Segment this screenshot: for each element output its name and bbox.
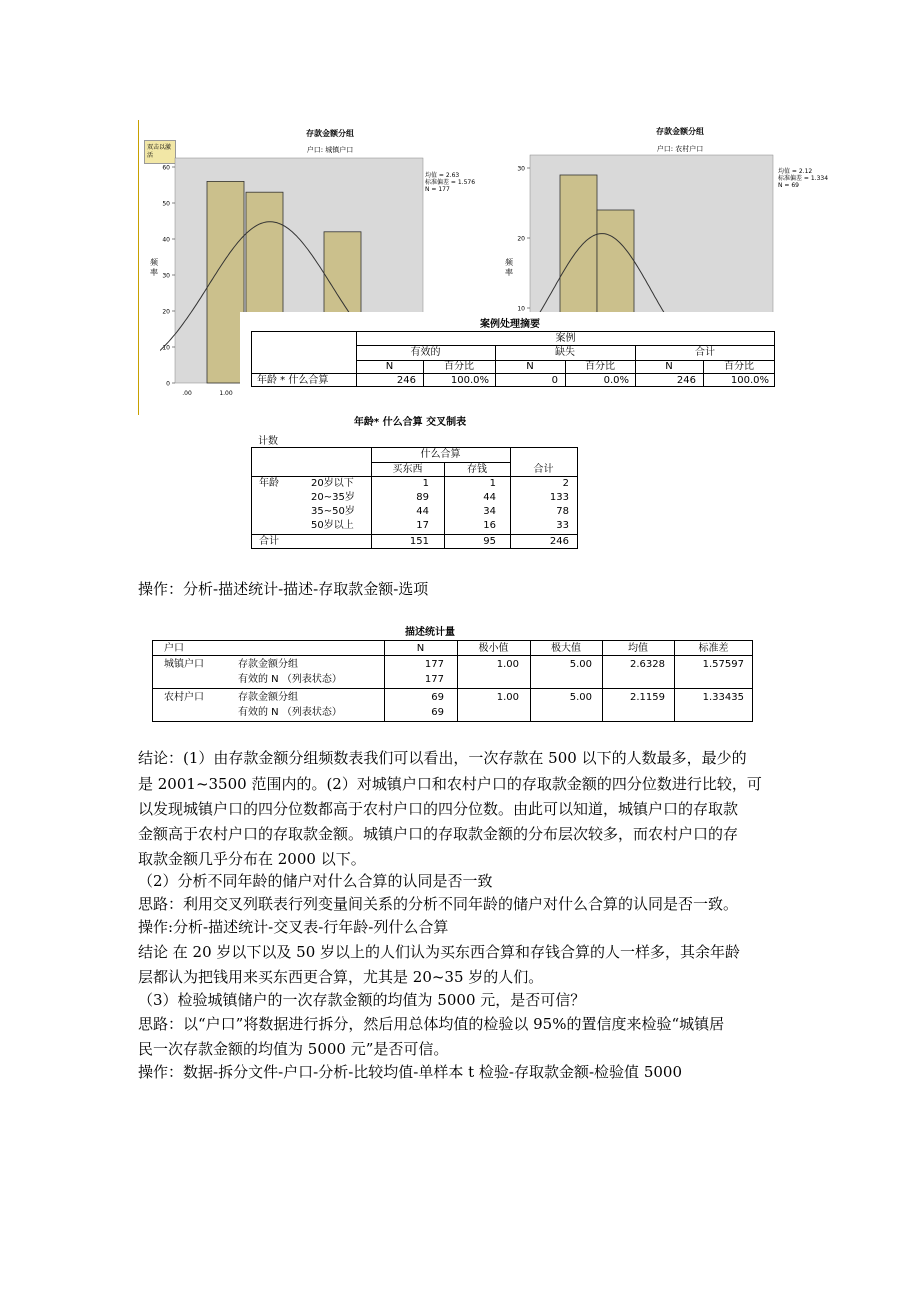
crosstab-cell: 16: [483, 520, 496, 531]
desc-var-label: 存款金额分组: [238, 659, 298, 670]
case-summary-subheader: N: [665, 361, 673, 372]
desc-cell: 5.00: [569, 659, 592, 670]
crosstab-cell: 1: [489, 478, 496, 489]
chart2-bar: [597, 210, 634, 315]
chart2-ytick-label: 10: [517, 305, 525, 313]
desc-cell: 1.57597: [702, 659, 744, 670]
crosstab-cell: 33: [556, 520, 569, 531]
crosstab-cell: 34: [483, 506, 496, 517]
paragraph-line: 民一次存款金额的均值为 5000 元”是否可信。: [138, 1040, 449, 1058]
chart1-xtick-label: .00: [182, 390, 192, 397]
desc-valid-n: 69: [431, 707, 444, 718]
paragraph-line: 取款金额几乎分布在 2000 以下。: [138, 850, 366, 868]
crosstab-cell: 17: [416, 520, 429, 531]
desc-cell: 69: [431, 692, 444, 703]
desc-cell: 1.33435: [702, 692, 744, 703]
desc-cell: 2.6328: [630, 659, 665, 670]
chart1-ytick-label: 30: [162, 272, 170, 280]
paragraph-line: （2）分析不同年龄的储户对什么合算的认同是否一致: [138, 872, 493, 890]
desc-header: N: [416, 643, 425, 654]
case-summary-value: 0.0%: [603, 375, 629, 386]
crosstab-count-label: 计数: [258, 436, 278, 447]
chart1-subtitle: 户口: 城镇户口: [306, 146, 354, 154]
desc-group-label: 城镇户口: [164, 659, 204, 670]
case-summary-value: 246: [396, 375, 416, 386]
crosstab-total-cell: 246: [549, 536, 569, 547]
case-summary-value: 0: [551, 375, 558, 386]
crosstab-cell: 2: [562, 478, 569, 489]
chart2-title: 存款金额分组: [656, 127, 704, 136]
desc-cell: 2.1159: [630, 692, 665, 703]
activate-button-label: 双击以激活: [147, 144, 172, 159]
crosstab-total-cell: 151: [409, 536, 429, 547]
chart2-ytick-label: 30: [517, 165, 525, 173]
crosstab-row-label: 35~50岁: [311, 506, 355, 517]
paragraph-line: 操作:分析-描述统计-交叉表-行年龄-列什么合算: [138, 918, 449, 936]
crosstab-title: 年龄* 什么合算 交叉制表: [353, 417, 467, 428]
paragraph-line: 结论：(1）由存款金额分组频数表我们可以看出，一次存款在 500 以下的人数最多，最少的: [138, 749, 747, 767]
chart1-ytick-label: 20: [162, 308, 170, 316]
crosstab-row-label: 20岁以下: [311, 478, 354, 489]
case-summary-table: [251, 331, 775, 387]
paragraph-line: 思路：以“户口”将数据进行拆分，然后用总体均值的检验以 95%的置信度来检验“城镇居: [138, 1015, 725, 1033]
paragraph-line: 是 2001~3500 范围内的。(2）对城镇户口和农村户口的存取款金额的四分位数进行比较，可: [138, 775, 762, 793]
chart1-ytick-label: 0: [166, 380, 170, 388]
crosstab-cell: 89: [416, 492, 429, 503]
desc-table: [152, 640, 753, 722]
crosstab-row-label: 20~35岁: [311, 492, 355, 503]
crosstab-cell: 78: [556, 506, 569, 517]
chart1-ytick-label: 10: [162, 344, 170, 352]
chart2-ylabel: 频率: [505, 258, 513, 277]
left-border-line: [138, 120, 139, 415]
chart1-ytick-label: 50: [162, 200, 170, 208]
desc-var-label: 存款金额分组: [238, 692, 298, 703]
case-summary-subheader: 百分比: [585, 361, 615, 372]
crosstab-col-header: 合计: [533, 464, 554, 475]
case-summary-subheader: 百分比: [444, 361, 474, 372]
case-summary-group-missing: 缺失: [555, 347, 575, 358]
desc-valid-label: 有效的 N （列表状态）: [238, 674, 342, 685]
case-summary-group-total: 合计: [695, 347, 715, 358]
crosstab-group-header: 什么合算: [420, 449, 461, 460]
crosstab-row-var: 年龄: [259, 478, 279, 489]
case-summary-top-header: 案例: [555, 333, 576, 344]
crosstab-col-header: 存钱: [467, 464, 487, 475]
crosstab-row-label: 50岁以上: [311, 520, 354, 531]
desc-cell: 5.00: [569, 692, 592, 703]
paragraph-line: 以发现城镇户口的四分位数都高于农村户口的四分位数。由此可以知道，城镇户口的存取款: [138, 800, 739, 818]
desc-valid-label: 有效的 N （列表状态）: [238, 707, 342, 718]
chart1-ytick-label: 60: [162, 164, 170, 172]
case-summary-subheader: N: [526, 361, 534, 372]
chart2-ytick-label: 20: [517, 235, 525, 243]
crosstab-total-cell: 95: [483, 536, 496, 547]
desc-header: 均值: [628, 643, 648, 654]
crosstab-table: [251, 447, 578, 549]
paragraph-line: （3）检验城镇储户的一次存款金额的均值为 5000 元，是否可信？: [138, 991, 586, 1009]
desc-title: 描述统计量: [405, 627, 455, 638]
chart2-plot[interactable]: [512, 150, 777, 315]
case-summary-value: 100.0%: [450, 375, 489, 386]
crosstab-col-header: 买东西: [392, 464, 423, 475]
chart1-bar: [207, 181, 244, 383]
chart2-stats: 均值 = 2.12 标准偏差 = 1.334 N = 69: [778, 168, 829, 189]
case-summary-row-label: 年龄 * 什么合算: [257, 375, 329, 386]
operation-text: 操作：分析-描述统计-描述-存取款金额-选项: [138, 580, 429, 598]
case-summary-title: 案例处理摘要: [480, 319, 540, 330]
chart1-stats: 均值 = 2.63 标准偏差 = 1.576 N = 177: [425, 172, 476, 193]
crosstab-cell: 44: [483, 492, 496, 503]
crosstab-cell: 133: [549, 492, 569, 503]
desc-group-label: 农村户口: [164, 692, 204, 703]
desc-cell: 1.00: [496, 692, 519, 703]
desc-header: 极小值: [478, 643, 509, 654]
paragraph-line: 金额高于农村户口的存取款金额。城镇户口的存取款金额的分布层次较多，而农村户口的存: [138, 825, 739, 843]
paragraph-line: 层都认为把钱用来买东西更合算，尤其是 20~35 岁的人们。: [138, 968, 544, 986]
chart1-ylabel: 频率: [150, 258, 158, 277]
paragraph-line: 操作：数据-拆分文件-户口-分析-比较均值-单样本 t 检验-存取款金额-检验值 5000: [138, 1063, 682, 1081]
paragraph-line: 结论 在 20 岁以下以及 50 岁以上的人们认为买东西合算和存钱合算的人一样多，其余年龄: [138, 943, 741, 961]
case-summary-subheader: 百分比: [724, 361, 754, 372]
desc-cell: 177: [424, 659, 444, 670]
case-summary-value: 246: [676, 375, 696, 386]
crosstab-total-label: 合计: [259, 536, 279, 547]
chart2-subtitle: 户口: 农村户口: [656, 145, 704, 153]
crosstab-cell: 44: [416, 506, 429, 517]
crosstab-cell: 1: [422, 478, 429, 489]
desc-cell: 1.00: [496, 659, 519, 670]
desc-header: 极大值: [551, 643, 581, 654]
case-summary-subheader: N: [385, 361, 394, 372]
desc-valid-n: 177: [424, 674, 444, 685]
case-summary-value: 100.0%: [730, 375, 769, 386]
chart1-title: 存款金额分组: [306, 129, 354, 138]
chart2-bar: [560, 175, 597, 315]
desc-header-group: 户口: [164, 643, 184, 654]
chart1-ytick-label: 40: [162, 236, 170, 244]
paragraph-line: 思路：利用交叉列联表行列变量间关系的分析不同年龄的储户对什么合算的认同是否一致。: [138, 895, 739, 913]
chart1-xtick-label: 1.00: [219, 390, 233, 397]
case-summary-group-valid: 有效的: [410, 347, 441, 358]
desc-header: 标准差: [698, 643, 729, 654]
